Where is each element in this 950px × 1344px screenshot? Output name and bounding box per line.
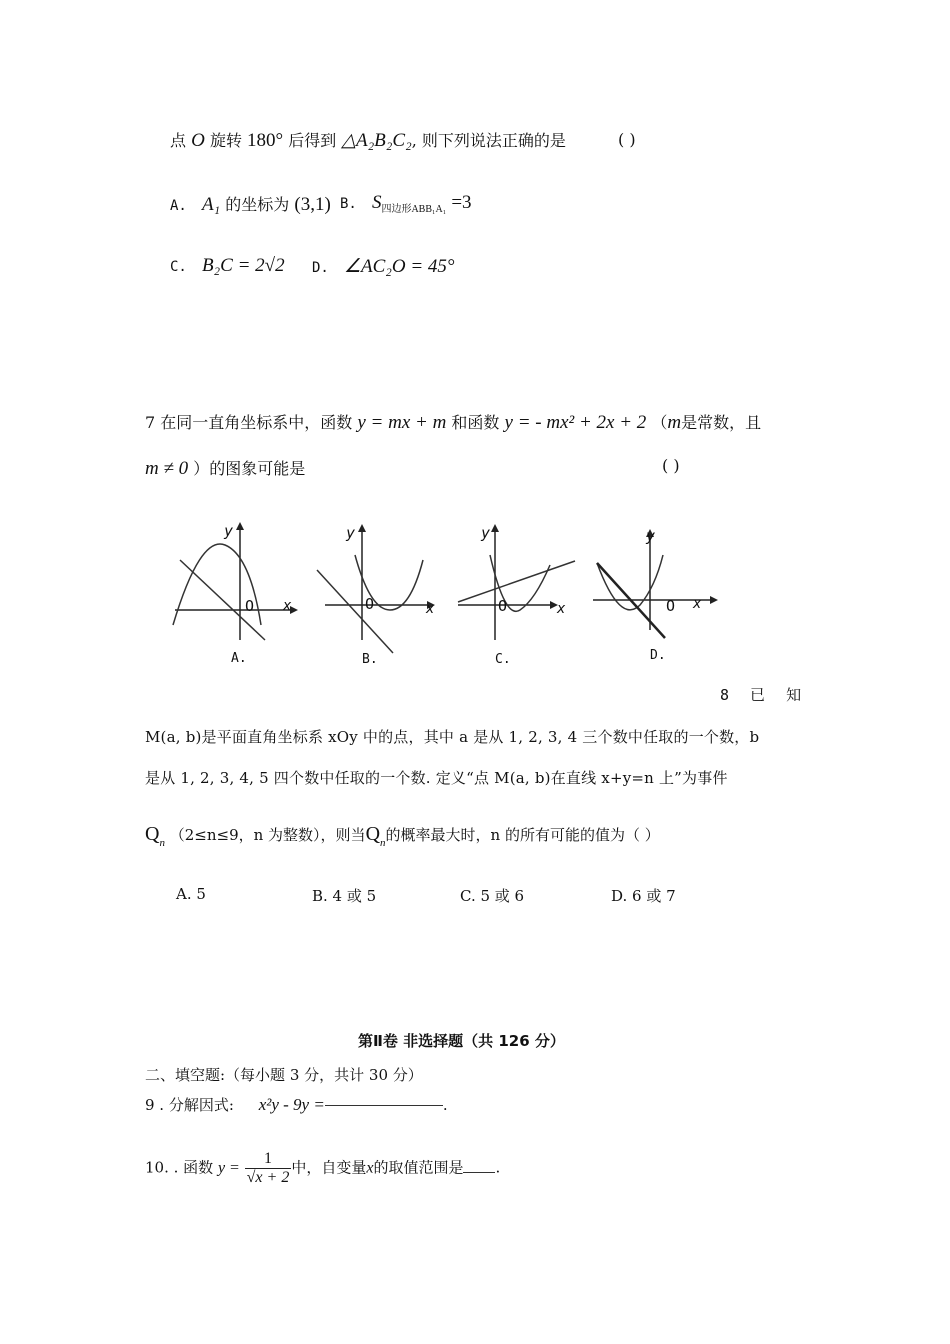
q8-q-subscript-2: n (380, 837, 386, 849)
q7-text-c: （ (651, 413, 668, 432)
q6-option-c (170, 255, 285, 277)
angle-180: 180° (247, 130, 284, 151)
graph-a-origin: O (245, 597, 255, 615)
graph-c-x-label: x (557, 601, 566, 617)
q8-q-subscript: n (159, 837, 165, 849)
graph-b-x-label: x (426, 601, 435, 617)
q10 (145, 1150, 500, 1187)
option-a-text: 的坐标为 (225, 195, 290, 214)
graph-d-x-arrow (710, 596, 718, 604)
q8-option-a: A. 5 (176, 885, 206, 903)
q7-text-line2: ）的图象可能是 (193, 459, 306, 478)
q7-line1 (145, 410, 761, 434)
q7-text-b: 和函数 (451, 413, 500, 432)
graph-c-line (458, 561, 575, 602)
q8-line3 (145, 823, 660, 849)
option-b-eq: =3 (451, 192, 472, 213)
graph-a-label: A. (231, 651, 247, 666)
q10-x: x (366, 1159, 374, 1177)
part2-title: 第Ⅱ卷 非选择题（共 126 分） (358, 1032, 565, 1050)
graph-a (173, 522, 298, 640)
graph-d-parabola (597, 555, 663, 610)
q7-condition: m ≠ 0 (145, 458, 189, 479)
graph-d-y-label: y (646, 527, 656, 545)
graph-c-label: C. (495, 652, 511, 667)
option-a-label: A. (170, 198, 187, 214)
q8-line2: 是从 1, 2, 3, 4, 5 四个数中任取的一个数. 定义“点 M(a, b)在直线 x+y=n 上”为事件 (145, 769, 728, 787)
q7-text-d: 是常数，且 (681, 413, 762, 432)
q7-func2: y = - mx² + 2x + 2 (504, 412, 647, 433)
part2-section-heading: 二、填空题:（每小题 3 分，共计 30 分） (145, 1066, 423, 1084)
graph-d-x-label: x (693, 596, 702, 612)
q7-answer-bracket: ( ) (662, 456, 680, 475)
option-d-math: ∠AC₂O = 45° (343, 256, 455, 277)
q6-option-a (170, 192, 331, 216)
graph-d (593, 529, 718, 638)
rotate-text: 旋转 (209, 131, 242, 150)
q8-line1: M(a, b)是平面直角坐标系 xOy 中的点，其中 a 是从 1, 2, 3, 4 三个数中任取的一个数，b (145, 728, 760, 746)
q8-option-c: C. 5 或 6 (460, 887, 525, 905)
graph-c (458, 524, 575, 640)
q8-option-b: B. 4 或 5 (312, 887, 377, 905)
q6-option-b (340, 192, 472, 215)
graph-a-x-label: x (283, 598, 292, 614)
graph-c-y-arrow (491, 524, 499, 532)
option-a-math: A₁ (201, 194, 221, 215)
option-b-label: B. (340, 196, 357, 212)
graph-b-y-arrow (358, 524, 366, 532)
option-b-subscript: 四边形ABB₁A₁ (381, 204, 447, 215)
q8-q-symbol: Q (145, 823, 160, 845)
q7-text-a: 7 在同一直角坐标系中，函数 (145, 413, 353, 432)
q10-end: . (495, 1158, 501, 1177)
q10-numerator: 1 (245, 1150, 292, 1169)
q7-m: m (667, 412, 682, 433)
graph-b-label: B. (362, 652, 378, 667)
graph-b-line (317, 570, 393, 653)
after-text: 后得到 (288, 131, 337, 150)
option-c-label: C. (170, 259, 187, 275)
q9 (145, 1094, 448, 1115)
q9-label: 9 . 分解因式: (145, 1096, 234, 1114)
q8-text-b: 的概率最大时，n 的所有可能的值为（ ） (385, 826, 660, 844)
graph-a-y-label: y (224, 522, 234, 540)
q9-answer-blank[interactable] (325, 1105, 443, 1106)
option-a-coord: (3,1) (294, 194, 331, 215)
q10-text: 中，自变量 (291, 1158, 367, 1177)
q8-q-symbol-2: Q (365, 823, 381, 845)
graph-c-y-label: y (481, 524, 491, 542)
q9-math: x²y - 9y = (258, 1095, 325, 1114)
q10-answer-blank[interactable] (463, 1172, 495, 1173)
option-c-math: B₂C = 2√2 (201, 255, 285, 276)
q10-label: 10. . 函数 (145, 1158, 214, 1177)
point-o: O (191, 130, 205, 151)
graph-c-origin: O (498, 597, 508, 615)
q7-line2 (145, 456, 305, 480)
graph-d-origin: O (666, 597, 676, 615)
q10-y: y = (217, 1159, 240, 1177)
q6-prefix: 点 (170, 131, 187, 150)
q7-graphs (165, 515, 725, 675)
q8-text-a: （2≤n≤9，n 为整数），则当 (169, 826, 366, 844)
q10-fraction (245, 1150, 292, 1187)
q10-denominator: √x + 2 (246, 1169, 290, 1186)
q6-suffix: , 则下列说法正确的是 (411, 131, 566, 150)
q8-option-d: D. 6 或 7 (611, 887, 676, 905)
graph-b-origin: O (365, 595, 375, 613)
option-b-math: S (371, 192, 382, 213)
q8-head: 8 已 知 (720, 686, 802, 704)
graph-a-y-arrow (236, 522, 244, 530)
graph-b-y-label: y (346, 524, 356, 542)
q6-option-d (312, 255, 455, 278)
graph-b (317, 524, 435, 653)
q6-answer-bracket: ( ) (618, 130, 636, 149)
q10-text2: 的取值范围是 (373, 1158, 464, 1177)
graph-d-label: D. (650, 648, 666, 663)
triangle-a2b2c2: △A₂B₂C₂ (341, 130, 412, 151)
option-d-label: D. (312, 260, 329, 276)
q6-line1 (170, 128, 566, 152)
q7-func1: y = mx + m (357, 412, 447, 433)
q9-end: . (442, 1096, 448, 1114)
